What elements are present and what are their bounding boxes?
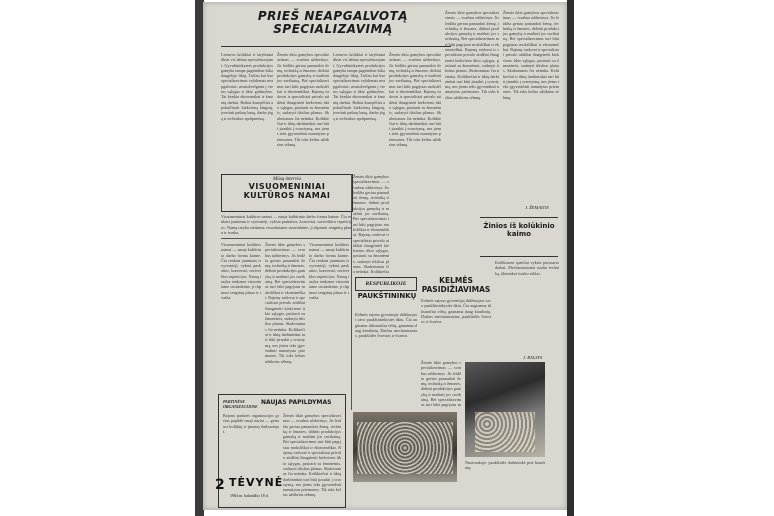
binding-edge-right: [567, 0, 574, 516]
signature-1: J. ŽEMAITIS: [525, 205, 549, 210]
signature-2: J. BALSYS: [523, 355, 543, 360]
worker-photo: [465, 362, 545, 457]
main-headline: PRIEŠ NEAPGALVOTĄ SPECIALIZAVIMĄ: [257, 9, 409, 36]
culture-intro: Visuomeniniai kultūros namai — nauja kultūrinio darbo forma kaime. Čia renkasi jaunimas ir vyresnieji, vyksta paskaitos, koncertai, saviveiklos repeticijos. Namų taryba renkama visuotiniame susirinkime, ji rūpinasi renginių planu ir tvarka.: [221, 214, 351, 235]
poultry-text: Kelmės rajono gyventojai didžiuojasi savo paukštininkystės ūkiu. Čia auginama tūkstančiai vištų, gaunama daug kiaušinių. Darbas mechanizuotas, paukštidės šviesios ir švarios.: [355, 312, 417, 339]
party-news-title: NAUJAS PAPILDYMAS: [261, 399, 332, 406]
kelmes-text-2: Žemės ūkio gamybos specializavimas — svarbus uždavinys. Jis leidžia geriau panaudoti žemę, techniką ir žmones, didinti produkcijos gamybą ir mažinti jos savikainą. Bet specializavimas turi būti pagrįstas m: [421, 360, 461, 408]
paper-name: TĖVYNĖ: [229, 476, 284, 489]
side-news-title: Žinios iš kolūkinio kaimo: [483, 222, 555, 238]
article-lead-col-3: Lietuvos kolūkiai ir tarybiniai ūkiai vis labiau specializuojami. Gyvulininkystės produkcijos gamyba tampa pagrindine šaka daugelyje ūkių. Tačiau kai kur specializavimas vykdomas neapgalvotai, neatsižvelgiant į vietos sąlygas ir ūkio galimybes. Tai kenkia ekonomikai ir žmonių darbui. Reikia kruopščiai apskaičiuoti kiekvieną žingsnį, įvertinti pašarų bazę, darbo jėgą ir technikos aprūpinimą.: [333, 52, 385, 121]
kelmes-title: KELMĖS PASIDIŽIAVIMAS: [421, 276, 491, 294]
republic-rubric: RESPUBLIKOJE: [355, 277, 417, 291]
article-lead-col-1: Lietuvos kolūkiai ir tarybiniai ūkiai vis labiau specializuojami. Gyvulininkystės produkcijos gamyba tampa pagrindine šaka daugelyje ūkių. Tačiau kai kur specializavimas vykdomas neapgalvotai, neatsižvelgiant į vietos sąlygas ir ūkio galimybes. Tai kenkia ekonomikai ir žmonių darbui. Reikia kruopščiai apskaičiuoti kiekvieną žingsnį, įvertinti pašarų bazę, darbo jėgą ir technikos aprūpinimą.: [221, 52, 273, 121]
column-divider: [351, 174, 352, 410]
culture-col-2: Žemės ūkio gamybos specializavimas — svarbus uždavinys. Jis leidžia geriau panaudoti žemę, techniką ir žmones, didinti produkcijos gamybą ir mažinti jos savikainą. Bet specializavimas turi būti pagrįstas moksliškai ir ekonomiškai. Rajonų vadovai ir specialistai privalo atidžiai išnagrinėti kiekvieno ūkio sąlygas, pasitarti su žmonėmis, sudaryti tikslius planus. Skubotumas čia netinka. Kolūkiečiai ir ūkių darbininkai turi būti įtraukti į svarstymą, nes jiems teks įgyvendinti numatytas priemones. Tik toks kelias užtikrins sėkmę.: [265, 242, 305, 364]
culture-rule: [221, 238, 351, 239]
kelmes-text: Kelmės rajono gyventojai didžiuojasi savo paukštininkystės ūkiu. Čia auginama tūkstančiai vištų, gaunama daug kiaušinių. Darbas mechanizuotas, paukštidės šviesios ir švarios.: [421, 298, 491, 325]
culture-rubric: Mūsų interviu: [273, 177, 301, 182]
photo-caption: Nuotraukoje: paukštidės darbininkė prie kiaušinių.: [465, 460, 545, 471]
poultry-photo: [353, 412, 457, 482]
party-news-label: PARTINĖSE ORGANIZACIJOSE: [223, 399, 258, 409]
newspaper-page: [203, 2, 567, 510]
culture-title: VISUOMENINIAI KULTŪROS NAMAI: [243, 182, 331, 200]
side-news-text: Kolūkiuose sparčiai vyksta pavasario darbai. Mechanizatoriai ruošia techniką, ūkininkai tvarko sėklas.: [495, 260, 559, 276]
culture-col-4: Žemės ūkio gamybos specializavimas — svarbus uždavinys. Jis leidžia geriau panaudoti žemę, techniką ir žmones, didinti produkcijos gamybą ir mažinti jos savikainą. Bet specializavimas turi būti pagrįstas moksliškai ir ekonomiškai. Rajonų vadovai ir specialistai privalo atidžiai išnagrinėti kiekvieno ūkio sąlygas, pasitarti su žmonėmis, sudaryti tikslius planus. Skubotumas čia netinka. Kolūkiečia: [353, 174, 389, 274]
article-col-4: Žemės ūkio gamybos specializavimas — svarbus uždavinys. Jis leidžia geriau panaudoti žemę, techniką ir žmones, didinti produkcijos gamybą ir mažinti jos savikainą. Bet specializavimas turi būti pagrįstas moksliškai ir ekonomiškai. Rajonų vadovai ir specialistai privalo atidžiai išnagrinėti kiekvieno ūkio sąlygas, pasitarti su žmonėmis, sudaryti tikslius planus. Skubotumas čia netinka. Kolūkiečiai ir ūkių darbininkai turi būti įtraukti į svarstymą, nes jiems teks įgyvendinti numatytas priemones. Tik toks kelias užtikrins sėkmę.: [389, 52, 441, 148]
culture-col-1: Visuomeniniai kultūros namai — nauja kultūrinio darbo forma kaime. Čia renkasi jaunimas ir vyresnieji, vyksta paskaitos, koncertai, saviveiklos repeticijos. Namų taryba renkama visuotiniame susirinkime, ji rūpinasi renginių planu ir tvarka.: [221, 242, 261, 300]
party-news-box: [218, 394, 346, 508]
article-col-6: Žemės ūkio gamybos specializavimas — svarbus uždavinys. Jis leidžia geriau panaudoti žemę, techniką ir žmones, didinti produkcijos gamybą ir mažinti jos savikainą. Bet specializavimas turi būti pagrįstas moksliškai ir ekonomiškai. Rajonų vadovai ir specialistai privalo atidžiai išnagrinėti kiekvieno ūkio sąlygas, pasitarti su žmonėmis, sudaryti tikslius planus. Skubotumas čia netinka. Kolūkiečiai ir ūkių darbininkai turi būti įtraukti į svarstymą, nes jiems teks įgyvendinti numatytas priemones. Tik toks kelias užtikrins sėkmę.: [503, 10, 559, 100]
party-news-col-1: Rajono partinės organizacijos gretas papildė nauji nariai — geriausi kolūkių ir įmonių darbuotojai.: [223, 413, 279, 434]
culture-title-box: [221, 174, 353, 212]
poultry-title: PAUKŠTININKŲ: [357, 292, 417, 300]
page-number: 2: [215, 477, 225, 493]
article-col-5: Žemės ūkio gamybos specializavimas — svarbus uždavinys. Jis leidžia geriau panaudoti žemę, techniką ir žmones, didinti produkcijos gamybą ir mažinti jos savikainą. Bet specializavimas turi būti pagrįstas moksliškai ir ekonomiškai. Rajonų vadovai ir specialistai privalo atidžiai išnagrinėti kiekvieno ūkio sąlygas, pasitarti su žmonėmis, sudaryti tikslius planus. Skubotumas čia netinka. Kolūkiečiai ir ūkių darbininkai turi būti įtraukti į svarstymą, nes jiems teks įgyvendinti numatytas priemones. Tik toks kelias užtikrins sėkmę.: [445, 10, 499, 100]
article-lead-col-2: Žemės ūkio gamybos specializavimas — svarbus uždavinys. Jis leidžia geriau panaudoti žemę, techniką ir žmones, didinti produkcijos gamybą ir mažinti jos savikainą. Bet specializavimas turi būti pagrįstas moksliškai ir ekonomiškai. Rajonų vadovai ir specialistai privalo atidžiai išnagrinėti kiekvieno ūkio sąlygas, pasitarti su žmonėmis, sudaryti tikslius planus. Skubotumas čia netinka. Kolūkiečiai ir ūkių darbininkai turi būti įtraukti į svarstymą, nes jiems teks įgyvendinti numatytas priemones. Tik toks kelias užtikrins sėkmę.: [277, 52, 329, 148]
headline-rule: [221, 46, 451, 47]
party-news-col-2: Žemės ūkio gamybos specializavimas — svarbus uždavinys. Jis leidžia geriau panaudoti žemę, techniką ir žmones, didinti produkcijos gamybą ir mažinti jos savikainą. Bet specializavimas turi būti pagrįstas moksliškai ir ekonomiškai. Rajonų vadovai ir specialistai privalo atidžiai išnagrinėti kiekvieno ūkio sąlygas, pasitarti su žmonėmis, sudaryti tikslius planus. Skubotumas čia netinka. Kolūkiečiai ir ūkių darbininkai turi būti įtraukti į svarstymą, nes jiems teks įgyvendinti numatytas priemones. Tik toks kelias užtikrins sėkmę.: [283, 413, 341, 498]
culture-col-3: Visuomeniniai kultūros namai — nauja kultūrinio darbo forma kaime. Čia renkasi jaunimas ir vyresnieji, vyksta paskaitos, koncertai, saviveiklos repeticijos. Namų taryba renkama visuotiniame susirinkime, ji rūpinasi renginių planu ir tvarka.: [309, 242, 349, 300]
issue-date: 1964 m. balandžio 18 d.: [230, 493, 269, 498]
